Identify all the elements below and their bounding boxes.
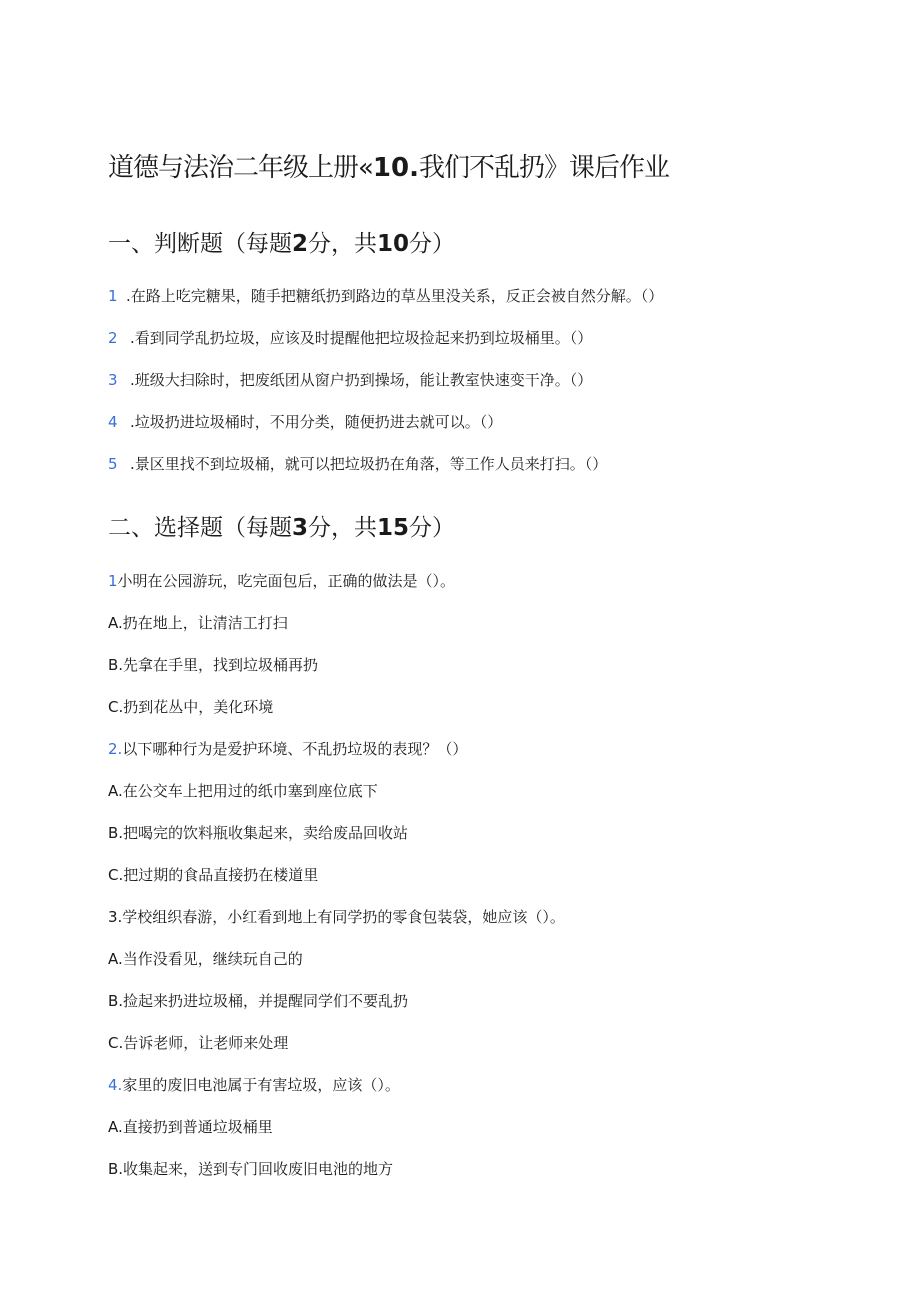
section-points-total: 10 — [377, 231, 410, 257]
item-text: .在路上吃完糖果，随手把糖纸扔到路边的草丛里没关系，反正会被自然分解。（） — [126, 287, 664, 305]
section-heading-text: 一、判断题（每题 — [108, 231, 292, 257]
choice-option: B.把喝完的饮料瓶收集起来，卖给废品回收站 — [108, 824, 409, 842]
choice-option: A.扔在地上，让清洁工打扫 — [108, 614, 288, 632]
item-number: 3 — [108, 371, 118, 389]
section-heading-text: 分） — [409, 231, 456, 257]
item-text: .看到同学乱扔垃圾，应该及时提醒他把垃圾捡起来扔到垃圾桶里。（） — [130, 329, 593, 347]
choice-question — [108, 1073, 868, 1097]
question-stem: 家里的废旧电池属于有害垃圾，应该（）。 — [122, 1076, 400, 1094]
question-number: 4. — [108, 1076, 123, 1094]
judgement-item — [108, 284, 868, 308]
question-stem: 小明在公园游玩，吃完面包后，正确的做法是（）。 — [117, 572, 456, 590]
choice-option: B.收集起来，送到专门回收废旧电池的地方 — [108, 1160, 394, 1178]
judgement-item — [108, 410, 868, 434]
choice-option: C.把过期的食品直接扔在楼道里 — [108, 866, 319, 884]
section-heading-text: 二、选择题（每题 — [108, 515, 292, 541]
section-points-each: 2 — [292, 231, 309, 257]
choice-option: C.告诉老师，让老师来处理 — [108, 1034, 289, 1052]
section-points-each: 3 — [292, 515, 309, 541]
item-number: 2 — [108, 329, 118, 347]
question-stem: 以下哪种行为是爱护环境、不乱扔垃圾的表现？（） — [122, 740, 468, 758]
item-text: .班级大扫除时，把废纸团从窗户扔到操场，能让教室快速变干净。（） — [130, 371, 593, 389]
item-text: .景区里找不到垃圾桶，就可以把垃圾扔在角落，等工作人员来打扫。（） — [130, 455, 608, 473]
choice-question — [108, 569, 868, 593]
title-prefix: 道德与法治二年级上册« — [108, 153, 373, 183]
title-suffix: 我们不乱扔》课后作业 — [418, 153, 669, 183]
question-stem: 3.学校组织春游，小红看到地上有同学扔的零食包装袋，她应该（）。 — [108, 908, 565, 926]
section-heading-text: 分） — [409, 515, 456, 541]
judgement-item — [108, 326, 868, 350]
question-number: 2. — [108, 740, 123, 758]
title-lesson-number: 10. — [372, 153, 419, 183]
section-choice-heading — [108, 510, 708, 546]
judgement-item — [108, 452, 868, 476]
choice-option: B.先拿在手里，找到垃圾桶再扔 — [108, 656, 319, 674]
question-number: 1 — [108, 572, 118, 590]
choice-option: A.当作没看见，继续玩自己的 — [108, 950, 303, 968]
section-heading-text: 分，共 — [308, 231, 378, 257]
item-text: .垃圾扔进垃圾桶时，不用分类，随便扔进去就可以。（） — [130, 413, 503, 431]
item-number: 1 — [108, 287, 118, 305]
section-heading-text: 分，共 — [308, 515, 378, 541]
section-points-total: 15 — [377, 515, 410, 541]
judgement-item — [108, 368, 868, 392]
choice-option: A.在公交车上把用过的纸巾塞到座位底下 — [108, 782, 378, 800]
choice-option: A.直接扔到普通垃圾桶里 — [108, 1118, 273, 1136]
section-judgement-heading — [108, 226, 708, 262]
page-title — [108, 148, 808, 188]
choice-option: C.扔到花丛中，美化环境 — [108, 698, 274, 716]
choice-question — [108, 905, 868, 929]
choice-question — [108, 737, 868, 761]
item-number: 4 — [108, 413, 118, 431]
choice-option: B.捡起来扔进垃圾桶，并提醒同学们不要乱扔 — [108, 992, 409, 1010]
item-number: 5 — [108, 455, 118, 473]
